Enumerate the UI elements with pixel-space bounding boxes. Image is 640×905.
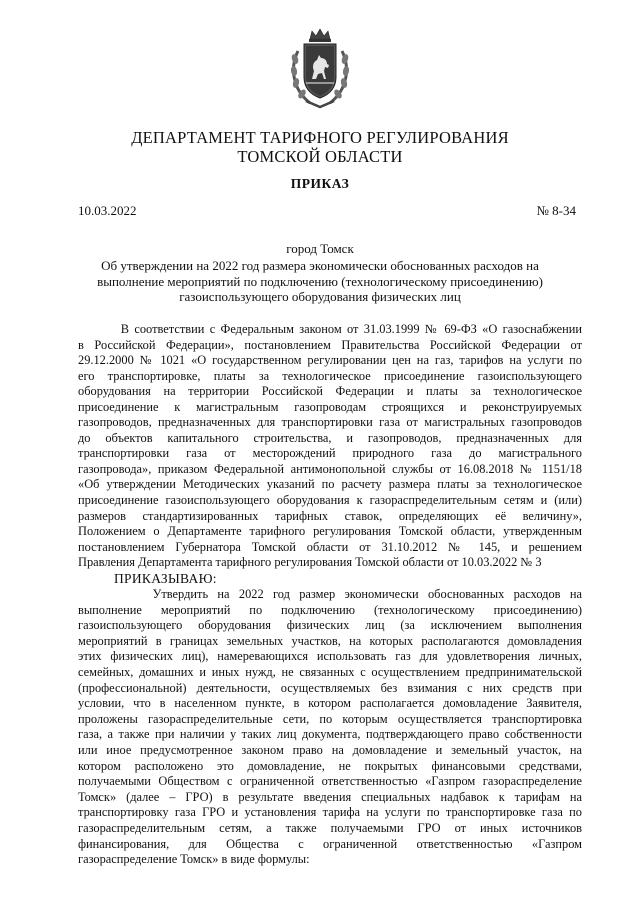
preamble-line: оборудования на территории Российской Федерации и платы за технологическое (78, 384, 582, 399)
decision-line: газоиспользующего оборудования физических лиц (за исключением выполнения (78, 618, 582, 633)
order-date: 10.03.2022 (78, 203, 137, 218)
decision-line: условии, что в населенном пункте, в котором располагается домовладение Заявителя, (78, 696, 582, 711)
decision-line: этих физических лиц), намеревающихся использовать газ для удовлетворения личных, (78, 649, 582, 664)
preamble-paragraph (78, 322, 582, 571)
decision-line: финансирования, для Общества с ограниченной ответственностью «Газпром (78, 836, 582, 851)
preamble-line: газопроводов, предназначенных для транспортировки газа от магистральных газопроводов (78, 415, 582, 430)
decision-paragraph (78, 587, 582, 868)
decision-line: транспортировку газа ГРО и установления тарифа на услуги по транспортировке газа по (78, 805, 582, 820)
order-subject (90, 258, 550, 305)
decision-line: мероприятий в границах земельных участков, на которых располагаются домовладения (78, 633, 582, 648)
decision-line: газораспределение Томск» в виде формулы: (78, 852, 310, 867)
order-heading: ПРИКАЗЫВАЮ: (114, 571, 217, 586)
preamble-line: газопровода», приказом Федеральной антимонопольной службы от 16.08.2018 № 1151/18 (78, 461, 582, 476)
subject-line: выполнение мероприятий по подключению (технологическому присоединению) (97, 273, 543, 289)
subject-line: газоиспользующего оборудования физических лиц (179, 289, 461, 305)
city-name: город Томск (286, 241, 354, 256)
decision-line: газа, а также при наличии у таких лиц документа, подтверждающего право собственности (78, 727, 582, 742)
preamble-line: его транспортировке, платы за технологическое присоединение газоиспользующего (78, 368, 582, 383)
preamble-line: Правления Департамента тарифного регулирования Томской области от 10.03.2022 № 3 (78, 555, 542, 570)
decision-line: Утвердить на 2022 год размер экономически обоснованных расходов на (78, 587, 582, 601)
preamble-line: постановлением Губернатора Томской области от 31.10.2012 № 145, и решением (78, 539, 582, 554)
decision-line: получаемыми Обществом с ограниченной ответственностью «Газпром газораспределение (78, 774, 582, 789)
preamble-line: присоединение газоиспользующего оборудования к газораспределительным сетям и (или) (78, 493, 582, 508)
department-name-line2: ТОМСКОЙ ОБЛАСТИ (237, 147, 403, 166)
decision-line: Томск» (далее – ГРО) в результате введения специальных надбавок к тарифам на (78, 789, 582, 804)
preamble-line: размеров стандартизированных тарифных ставок, определяющих её величину», (78, 508, 582, 523)
preamble-line: транспортировки газа от месторождений природного газа до магистрального (78, 446, 582, 461)
decision-line: выполнение мероприятий по подключению (технологическому присоединению) (78, 602, 582, 617)
decision-line: или иное предусмотренное законом право на домовладение и земельный участок, на (78, 742, 582, 757)
decision-line: (профессиональной) деятельности, осуществляемых без взимания с них средств при (78, 680, 582, 695)
decision-line: семейных, домашних и иных нужд, не связанных с осуществлением предпринимательской (78, 664, 582, 679)
preamble-line: до объектов капитального строительства, и газопроводов, предназначенных для (78, 430, 582, 445)
preamble-line: 29.12.2000 № 1021 «О государственном регулировании цен на газ, тарифов на услуги по (78, 353, 582, 368)
preamble-line: в Российской Федерации», постановлением Правительства Российской Федерации от (78, 337, 582, 352)
preamble-line: Положением о Департаменте тарифного регулирования Томской области, утвержденным (78, 524, 582, 539)
coat-of-arms-emblem (288, 27, 352, 109)
decision-line: котором расположено это домовладение, не покрытых финансовыми средствами, (78, 758, 582, 773)
document-type-title: ПРИКАЗ (290, 176, 350, 191)
decision-line: газораспределительным сетям, а также получаемыми ГРО от иных источников (78, 820, 582, 835)
preamble-line: «Об утверждении Методических указаний по расчету размера платы за технологическое (78, 477, 582, 492)
preamble-line: присоединение к магистральным газопроводам строящихся и реконструируемых (78, 399, 582, 414)
subject-line: Об утверждении на 2022 год размера экономически обоснованных расходов на (101, 258, 539, 273)
department-name-line1: ДЕПАРТАМЕНТ ТАРИФНОГО РЕГУЛИРОВАНИЯ (131, 128, 509, 147)
order-number: № 8-34 (536, 203, 576, 218)
preamble-line: В соответствии с Федеральным законом от 31.03.1999 № 69-ФЗ «О газоснабжении (78, 322, 582, 336)
decision-line: проложены газораспределительные сети, по которым осуществляется транспортировка (78, 711, 582, 726)
